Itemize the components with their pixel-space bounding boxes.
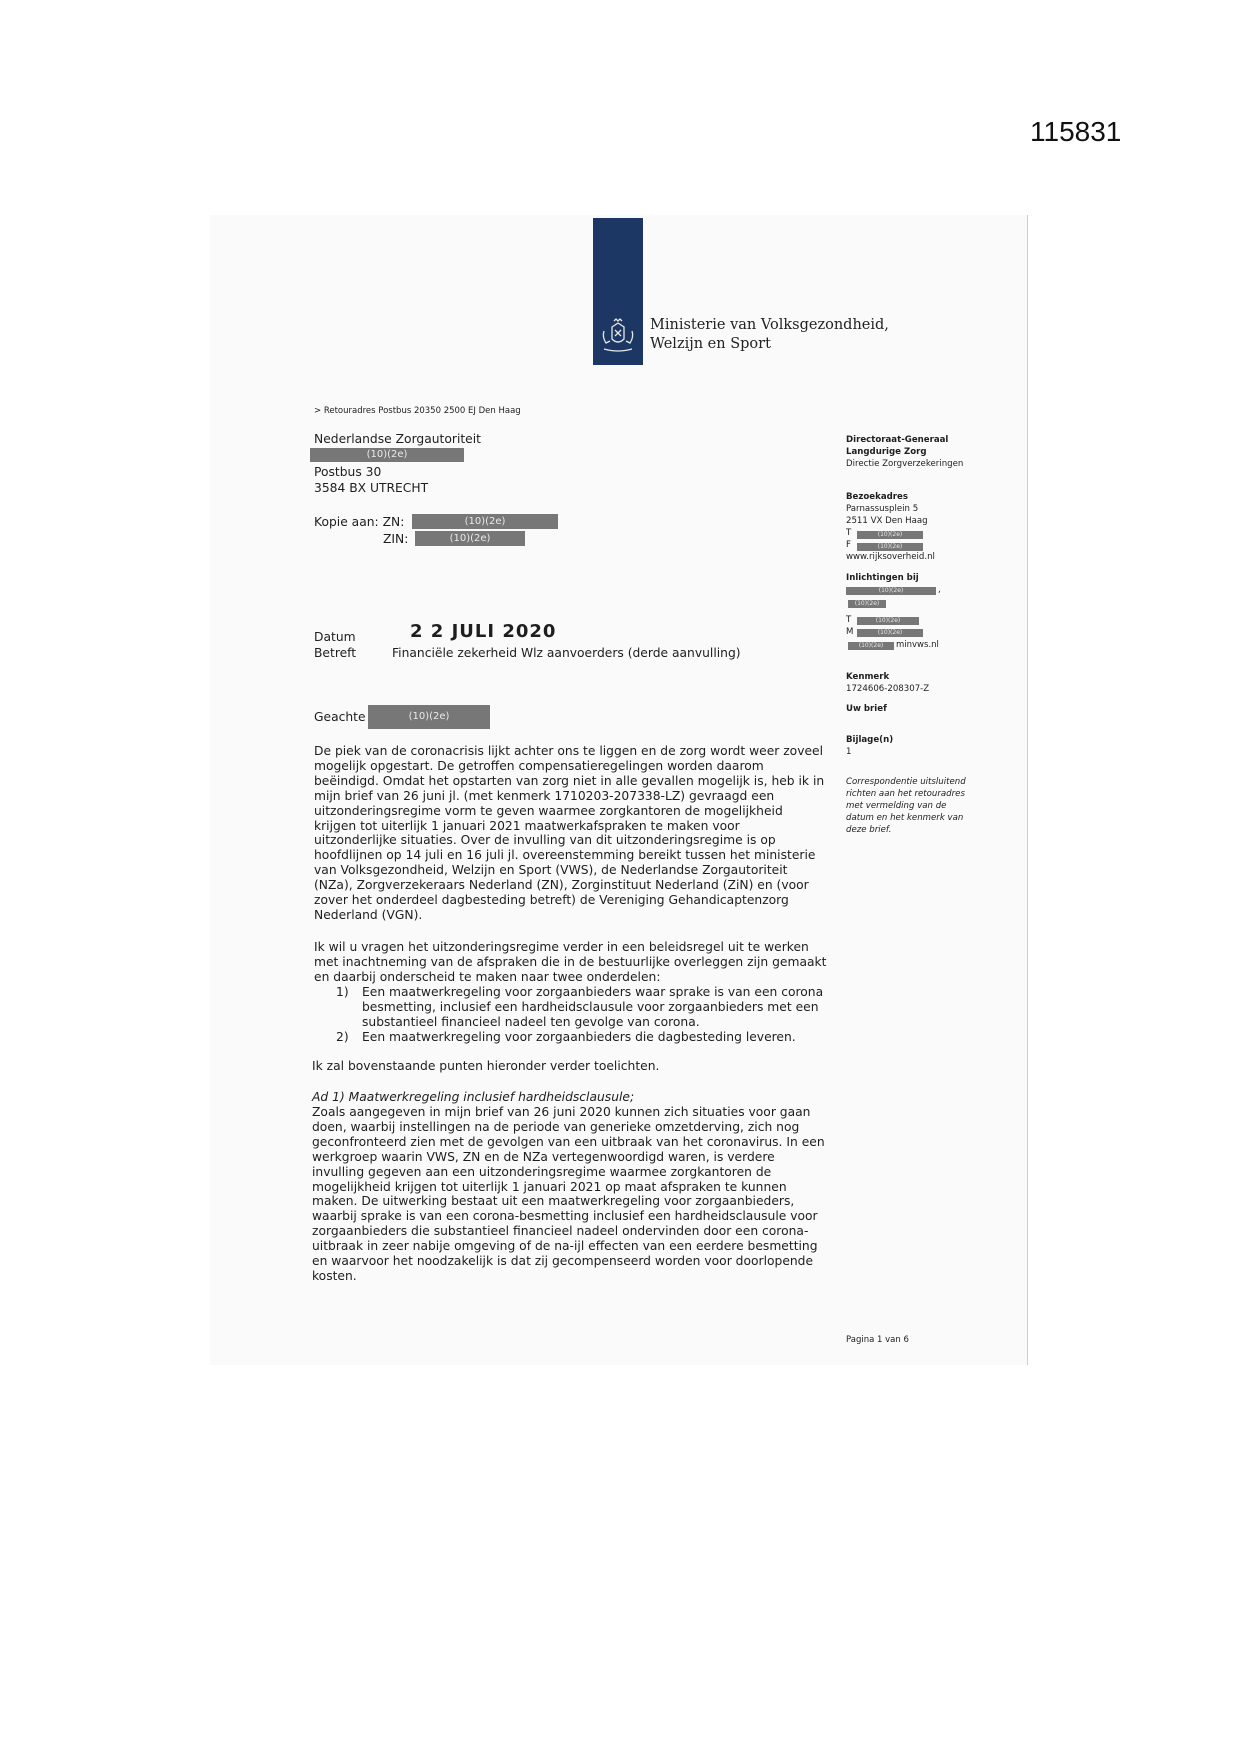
phone-label: T — [846, 528, 852, 538]
reference-label: Kenmerk — [846, 672, 890, 682]
note-line: met vermelding van de — [846, 801, 947, 811]
subject-label: Betreft — [314, 646, 357, 660]
redacted-field: (10)(2e) — [368, 705, 490, 729]
copy-zin-label: ZIN: — [383, 532, 409, 546]
visit-address-label: Bezoekadres — [846, 492, 908, 502]
list-item-number: 2) — [336, 1029, 349, 1044]
redacted-field: (10)(2e) — [846, 587, 936, 595]
text-line: Een maatwerkregeling voor zorgaanbieders die dagbesteding leveren. — [362, 1029, 796, 1044]
note-line: deze brief. — [846, 825, 892, 835]
ministry-name-line-2: Welzijn en Sport — [650, 336, 771, 352]
ministry-name-line-1: Ministerie van Volksgezondheid, — [650, 317, 889, 333]
date-label: Datum — [314, 630, 356, 644]
redacted-field: (10)(2e) — [857, 531, 923, 539]
copy-label: Kopie aan: ZN: — [314, 515, 405, 529]
government-logo-bar — [593, 218, 643, 365]
sidebar-your-letter — [846, 703, 991, 715]
attachments-label: Bijlage(n) — [846, 735, 894, 745]
note-line: Correspondentie uitsluitend — [846, 777, 966, 787]
text-line: beëindigd. Omdat het opstarten van zorg niet in alle gevallen mogelijk is, heb ik in — [314, 773, 825, 788]
paragraph-2 — [314, 940, 826, 985]
date-stamp: 2 2 JULI 2020 — [410, 621, 557, 642]
redacted-field: (10)(2e) — [848, 600, 886, 608]
numbered-list — [336, 985, 823, 1045]
list-item — [336, 985, 823, 1030]
text-line: zover het onderdeel dagbesteding betreft) de Vereniging Gehandicaptenzorg — [314, 893, 789, 908]
return-address: > Retouradres Postbus 20350 2500 EJ Den Haag — [314, 406, 521, 416]
text-line: Een maatwerkregeling voor zorgaanbieders waar sprake is van een corona — [362, 985, 824, 999]
text-line: (NZa), Zorgverzekeraars Nederland (ZN), Zorginstituut Nederland (ZiN) en (voor — [314, 878, 809, 893]
text-line: krijgen tot uiterlijk 1 januari 2021 maatwerkafspraken te maken voor — [314, 818, 740, 833]
coat-of-arms-icon — [598, 317, 638, 357]
sidebar-department — [846, 434, 991, 470]
redacted-field: (10)(2e) — [857, 629, 923, 637]
department-line-2: Langdurige Zorg — [846, 447, 927, 457]
text-line: Ik wil u vragen het uitzonderingsregime verder in een beleidsregel uit te werken — [314, 940, 809, 954]
paragraph-3: Ik zal bovenstaande punten hieronder verder toelichten. — [312, 1059, 660, 1073]
sidebar-attachments — [846, 734, 991, 758]
text-line: Zoals aangegeven in mijn brief van 26 juni 2020 kunnen zich situaties voor gaan — [312, 1105, 811, 1119]
text-line: uitzonderingsregime vorm te geven waarmee zorgkantoren de mogelijkheid — [314, 803, 783, 818]
text-line: uitbraak in zeer nabije omgeving of de na-ijl effecten van een eerdere besmetting — [312, 1239, 818, 1254]
redacted-field: (10)(2e) — [415, 531, 525, 546]
redacted-field: (10)(2e) — [848, 642, 894, 650]
redacted-field: (10)(2e) — [310, 448, 464, 462]
addressee-name: Nederlandse Zorgautoriteit — [314, 432, 481, 446]
text-line: en daarbij onderscheid te maken naar twee onderdelen: — [314, 969, 661, 984]
mobile-label: M — [846, 627, 854, 637]
text-line: substantieel financieel nadeel ten gevolge van corona. — [362, 1014, 700, 1029]
text-line: en waarvoor het noodzakelijk is dat zij gecompenseerd worden voor doorlopende — [312, 1254, 814, 1269]
text-line: mogelijk opgestart. De getroffen compensatieregelingen worden daarom — [314, 758, 764, 773]
paragraph-1 — [314, 744, 824, 923]
paragraph-4 — [312, 1105, 825, 1284]
text-line: met inachtneming van de afspraken die in de bestuurlijke overleggen zijn gemaakt — [314, 954, 827, 969]
list-item-number: 1) — [336, 985, 349, 999]
section-heading: Ad 1) Maatwerkregeling inclusief hardheidsclausule; — [312, 1090, 635, 1104]
text-line: zorgaanbieders die substantieel financieel nadeel ondervinden door een corona- — [312, 1224, 809, 1239]
text-line: maken. De uitwerking bestaat uit een maatwerkregeling voor zorgaanbieders, — [312, 1194, 795, 1209]
text-line: kosten. — [312, 1268, 357, 1283]
visit-city: 2511 VX Den Haag — [846, 516, 928, 526]
your-letter-label: Uw brief — [846, 704, 887, 714]
sidebar-reference — [846, 671, 991, 695]
text-line: besmetting, inclusief een hardheidsclausule voor zorgaanbieders met een — [362, 999, 819, 1014]
ministry-name — [650, 316, 889, 354]
text-line: geconfronteerd zien met de gevolgen van een uitbraak van het coronavirus. In een — [312, 1134, 825, 1149]
attachments-value: 1 — [846, 747, 852, 757]
text-line: Nederland (VGN). — [314, 907, 423, 922]
sidebar-contact — [846, 572, 991, 584]
visit-street: Parnassusplein 5 — [846, 504, 919, 514]
addressee-city: 3584 BX UTRECHT — [314, 481, 429, 495]
reference-value: 1724606-208307-Z — [846, 684, 930, 694]
fax-label: F — [846, 540, 851, 550]
phone-label: T — [846, 615, 852, 625]
text-line: mogelijkheid krijgen tot uiterlijk 1 januari 2021 op maat afspraken te kunnen — [312, 1179, 787, 1194]
text-line: van Volksgezondheid, Welzijn en Sport (VWS), de Nederlandse Zorgautoriteit — [314, 863, 788, 878]
list-item — [336, 1030, 823, 1045]
text-line: werkgroep waarin VWS, ZN en de NZa vertegenwoordigd waren, is verdere — [312, 1149, 775, 1164]
correspondence-note — [846, 776, 991, 836]
redacted-field: (10)(2e) — [857, 617, 919, 625]
website: www.rijksoverheid.nl — [846, 552, 935, 562]
text-line: invulling gegeven aan een uitzonderingsregime waarmee zorgkantoren de — [312, 1164, 772, 1179]
subject-value: Financiële zekerheid Wlz aanvoerders (derde aanvulling) — [392, 646, 741, 660]
document-number: 115831 — [1030, 116, 1122, 147]
text-line: doen, waarbij instellingen na de periode van generieke omzetderving, zich nog — [312, 1119, 800, 1134]
redacted-field: (10)(2e) — [412, 514, 558, 529]
department-line-3: Directie Zorgverzekeringen — [846, 459, 964, 469]
department-line-1: Directoraat-Generaal — [846, 435, 949, 445]
note-line: datum en het kenmerk van — [846, 813, 964, 823]
text-line: hoofdlijnen op 14 juli en 16 juli jl. overeenstemming bereikt tussen het ministerie — [314, 848, 816, 863]
page-number: Pagina 1 van 6 — [846, 1335, 909, 1345]
salutation: Geachte — [314, 710, 366, 724]
text-line: mijn brief van 26 juni jl. (met kenmerk 1710203-207338-LZ) gevraagd een — [314, 788, 775, 803]
text-line: waarbij sprake is van een corona-besmetting inclusief een hardheidsclausule voor — [312, 1209, 818, 1224]
redacted-field: (10)(2e) — [857, 543, 923, 551]
sidebar-visit-address — [846, 491, 991, 563]
text-line: De piek van de coronacrisis lijkt achter ons te liggen en de zorg wordt weer zoveel — [314, 744, 824, 758]
email-suffix: minvws.nl — [896, 640, 939, 650]
addressee-po-box: Postbus 30 — [314, 465, 382, 479]
note-line: richten aan het retouradres — [846, 789, 965, 799]
contact-label: Inlichtingen bij — [846, 573, 919, 583]
text-line: uitzonderlijke situaties. Over de invulling van dit uitzonderingsregime is op — [314, 833, 776, 848]
